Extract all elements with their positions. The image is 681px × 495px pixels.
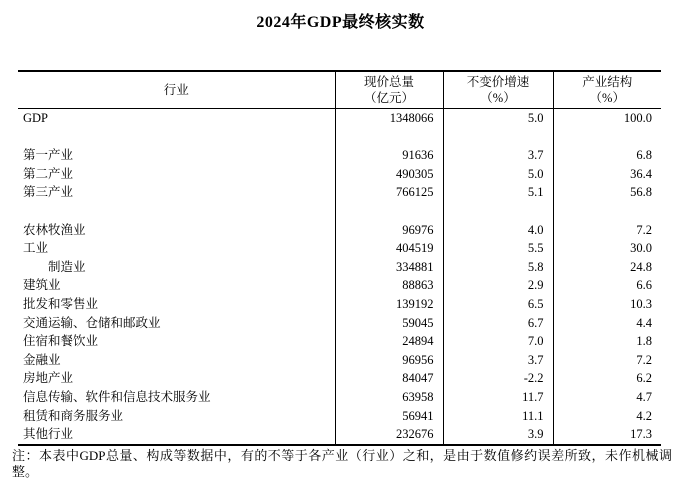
industry-cell: 第二产业 xyxy=(23,166,74,181)
industry-cell: 制造业 xyxy=(48,259,86,274)
total-cell: 96956 xyxy=(335,351,443,370)
table-row xyxy=(18,221,661,240)
table-row xyxy=(18,295,661,314)
structure-cell: 56.8 xyxy=(553,183,661,202)
table-row xyxy=(18,183,661,202)
growth-cell: 7.0 xyxy=(443,332,553,351)
table-row xyxy=(18,276,661,295)
structure-cell: 6.6 xyxy=(553,276,661,295)
table-header-row xyxy=(18,71,661,109)
structure-cell: 6.2 xyxy=(553,369,661,388)
industry-cell: 农林牧渔业 xyxy=(23,222,86,237)
table-row xyxy=(18,239,661,258)
total-cell: 232676 xyxy=(335,425,443,445)
total-cell: 59045 xyxy=(335,314,443,333)
table-row xyxy=(18,128,661,147)
growth-cell xyxy=(443,202,553,221)
col-header-constant-price-growth xyxy=(443,71,553,109)
total-cell: 56941 xyxy=(335,407,443,426)
structure-cell: 1.8 xyxy=(553,332,661,351)
industry-cell: 建筑业 xyxy=(23,278,61,293)
growth-cell: 11.1 xyxy=(443,407,553,426)
table-row xyxy=(18,369,661,388)
structure-cell: 30.0 xyxy=(553,239,661,258)
total-cell: 84047 xyxy=(335,369,443,388)
table-row xyxy=(18,109,661,128)
col-header-current-price-total-label: 现价总量 xyxy=(363,75,414,89)
page-title: 2024年GDP最终核实数 xyxy=(256,14,425,31)
col-header-industry-structure xyxy=(553,71,661,109)
table-row xyxy=(18,351,661,370)
table-row xyxy=(18,388,661,407)
growth-cell: -2.2 xyxy=(443,369,553,388)
industry-cell xyxy=(18,202,335,221)
table-row xyxy=(18,258,661,277)
table-row xyxy=(18,146,661,165)
col-header-industry xyxy=(18,71,335,109)
total-cell: 334881 xyxy=(335,258,443,277)
col-header-industry-label: 行业 xyxy=(163,83,189,97)
growth-cell: 11.7 xyxy=(443,388,553,407)
industry-cell: GDP xyxy=(23,111,49,125)
structure-cell: 100.0 xyxy=(553,109,661,128)
industry-cell: 金融业 xyxy=(23,352,61,367)
growth-cell xyxy=(443,128,553,147)
structure-cell: 17.3 xyxy=(553,425,661,445)
industry-cell: 工业 xyxy=(23,241,49,256)
table-row xyxy=(18,425,661,445)
industry-cell: 住宿和餐饮业 xyxy=(23,334,99,349)
structure-cell: 36.4 xyxy=(553,165,661,184)
total-cell: 139192 xyxy=(335,295,443,314)
total-cell: 96976 xyxy=(335,221,443,240)
growth-cell: 5.8 xyxy=(443,258,553,277)
structure-cell: 4.2 xyxy=(553,407,661,426)
total-cell: 88863 xyxy=(335,276,443,295)
table-row xyxy=(18,165,661,184)
structure-cell xyxy=(553,128,661,147)
industry-cell: 第一产业 xyxy=(23,148,74,163)
col-header-constant-price-growth-label: 不变价增速 xyxy=(466,75,530,89)
col-header-industry-structure-label: 产业结构 xyxy=(582,75,633,89)
col-header-current-price-total xyxy=(335,71,443,109)
growth-cell: 5.0 xyxy=(443,165,553,184)
table-row xyxy=(18,314,661,333)
table-row xyxy=(18,407,661,426)
industry-cell xyxy=(18,128,335,147)
industry-cell: 批发和零售业 xyxy=(23,296,99,311)
total-cell: 490305 xyxy=(335,165,443,184)
table-row xyxy=(18,202,661,221)
structure-cell: 7.2 xyxy=(553,221,661,240)
growth-cell: 3.7 xyxy=(443,146,553,165)
structure-cell: 4.7 xyxy=(553,388,661,407)
table-footnote: 注：本表中GDP总量、构成等数据中，有的不等于各产业（行业）之和，是由于数值修约误差所致，未作机械调整。 xyxy=(12,448,672,479)
total-cell: 91636 xyxy=(335,146,443,165)
growth-cell: 5.5 xyxy=(443,239,553,258)
growth-cell: 6.7 xyxy=(443,314,553,333)
growth-cell: 3.9 xyxy=(443,425,553,445)
growth-cell: 5.0 xyxy=(443,109,553,128)
industry-cell: 信息传输、软件和信息技术服务业 xyxy=(23,389,211,404)
col-header-current-price-total-unit: （亿元） xyxy=(363,91,414,105)
table-row xyxy=(18,332,661,351)
growth-cell: 6.5 xyxy=(443,295,553,314)
structure-cell: 10.3 xyxy=(553,295,661,314)
industry-cell: 交通运输、仓储和邮政业 xyxy=(23,315,161,330)
total-cell xyxy=(335,202,443,221)
growth-cell: 3.7 xyxy=(443,351,553,370)
total-cell: 1348066 xyxy=(335,109,443,128)
growth-cell: 5.1 xyxy=(443,183,553,202)
gdp-table xyxy=(18,70,661,446)
growth-cell: 2.9 xyxy=(443,276,553,295)
total-cell: 63958 xyxy=(335,388,443,407)
growth-cell: 4.0 xyxy=(443,221,553,240)
industry-cell: 第三产业 xyxy=(23,185,74,200)
industry-cell: 房地产业 xyxy=(23,371,74,386)
table-body xyxy=(18,109,661,445)
structure-cell: 6.8 xyxy=(553,146,661,165)
col-header-constant-price-growth-unit: （%） xyxy=(480,91,516,105)
total-cell: 24894 xyxy=(335,332,443,351)
structure-cell: 4.4 xyxy=(553,314,661,333)
total-cell xyxy=(335,128,443,147)
structure-cell: 7.2 xyxy=(553,351,661,370)
structure-cell: 24.8 xyxy=(553,258,661,277)
total-cell: 404519 xyxy=(335,239,443,258)
col-header-industry-structure-unit: （%） xyxy=(589,91,625,105)
structure-cell xyxy=(553,202,661,221)
total-cell: 766125 xyxy=(335,183,443,202)
industry-cell: 其他行业 xyxy=(23,427,74,442)
industry-cell: 租赁和商务服务业 xyxy=(23,408,124,423)
